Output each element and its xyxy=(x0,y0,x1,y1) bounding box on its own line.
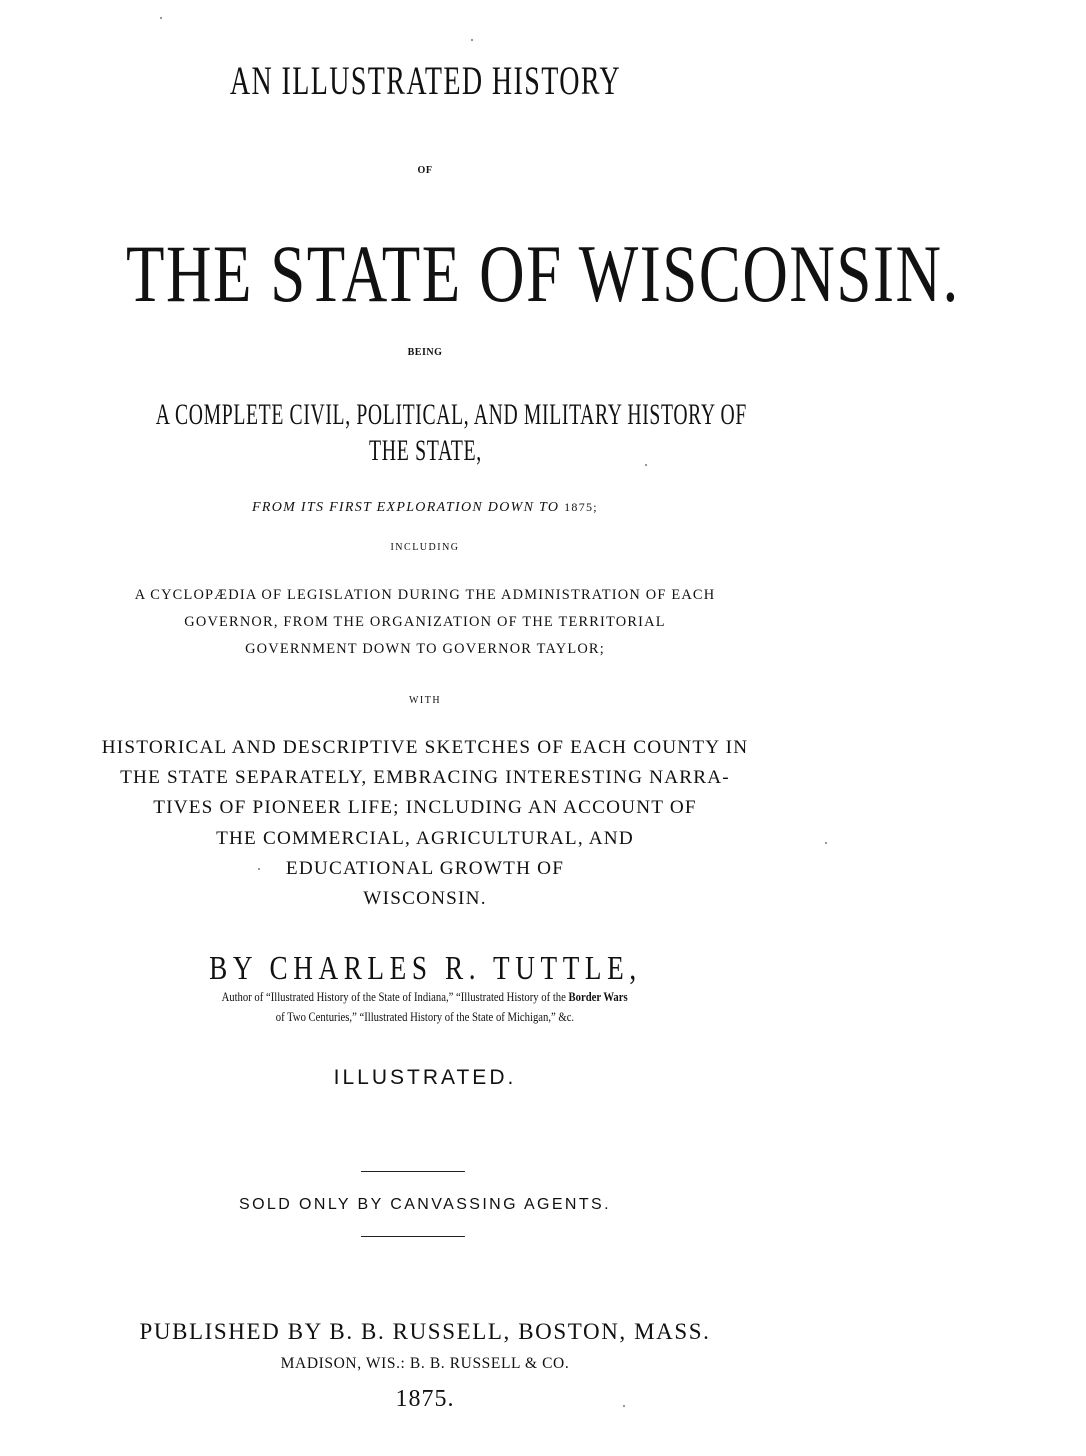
author-byline-text: BY CHARLES R. TUTTLE, xyxy=(208,950,642,987)
author-byline xyxy=(0,948,850,990)
title-line-1 xyxy=(0,58,850,104)
cyclopaedia-line-3: GOVERNMENT DOWN TO GOVERNOR TAYLOR; xyxy=(245,641,605,657)
description-line-1-text: A COMPLETE CIVIL, POLITICAL, AND MILITARY HISTORY OF xyxy=(155,398,747,431)
including-label: INCLUDING xyxy=(390,542,460,553)
paper-speck xyxy=(623,1405,625,1407)
with-label: WITH xyxy=(408,695,442,706)
sketches-line-2: THE STATE SEPARATELY, EMBRACING INTERESTING NARRA- xyxy=(120,767,730,788)
being-label: BEING xyxy=(407,347,443,358)
description-line-1 xyxy=(0,398,850,432)
cyclopaedia-line-2: GOVERNOR, FROM THE ORGANIZATION OF THE TERRITORIAL xyxy=(184,614,666,630)
sold-label: SOLD ONLY BY CANVASSING AGENTS. xyxy=(239,1196,611,1213)
author-credits-line-1a: Author of “Illustrated History of the State of Indiana,” “Illustrated History of the xyxy=(221,989,567,1004)
author-credits-line-2-text: of Two Centuries,” “Illustrated History of the State of Michigan,” &c. xyxy=(275,1009,575,1024)
author-credits-line-1-wrap xyxy=(222,988,628,1006)
paper-speck xyxy=(160,17,162,19)
sketches-line-3: TIVES OF PIONEER LIFE; INCLUDING AN ACCOUNT OF xyxy=(153,797,697,818)
sketches-line-6: WISCONSIN. xyxy=(363,888,487,909)
illustrated-label: ILLUSTRATED. xyxy=(333,1066,517,1089)
description-from xyxy=(0,497,850,517)
cyclopaedia-line-1: A CYCLOPÆDIA OF LEGISLATION DURING THE ADMINISTRATION OF EACH xyxy=(134,587,716,603)
title-line-1-text: AN ILLUSTRATED HISTORY xyxy=(229,58,621,103)
rule-bottom xyxy=(361,1236,465,1237)
description-line-2-text: THE STATE, xyxy=(368,434,482,467)
title-of: OF xyxy=(417,165,433,176)
publisher-line-1: PUBLISHED BY B. B. RUSSELL, BOSTON, MASS. xyxy=(139,1319,711,1344)
paper-speck xyxy=(471,39,473,41)
paper-speck xyxy=(825,842,827,844)
description-from-text: FROM ITS FIRST EXPLORATION DOWN TO xyxy=(252,500,560,515)
author-credits-line-2 xyxy=(0,1008,850,1026)
paper-speck xyxy=(645,464,647,466)
sketches-line-4: THE COMMERCIAL, AGRICULTURAL, AND xyxy=(216,828,634,849)
main-title xyxy=(0,228,960,319)
sketches-line-5: EDUCATIONAL GROWTH OF xyxy=(285,858,565,879)
sketches-line-1: HISTORICAL AND DESCRIPTIVE SKETCHES OF EACH COUNTY IN xyxy=(101,737,749,758)
rule-top xyxy=(361,1171,465,1172)
publisher-line-2: MADISON, WIS.: B. B. RUSSELL & CO. xyxy=(280,1355,570,1372)
description-from-year: 1875; xyxy=(564,500,598,514)
author-credits-line-1b: Border Wars xyxy=(568,989,629,1004)
paper-speck xyxy=(258,868,260,870)
publisher-year: 1875. xyxy=(395,1386,455,1412)
main-title-text: THE STATE OF WISCONSIN. xyxy=(125,228,960,319)
description-line-2 xyxy=(0,434,850,468)
author-credits-line-1 xyxy=(0,988,850,1006)
